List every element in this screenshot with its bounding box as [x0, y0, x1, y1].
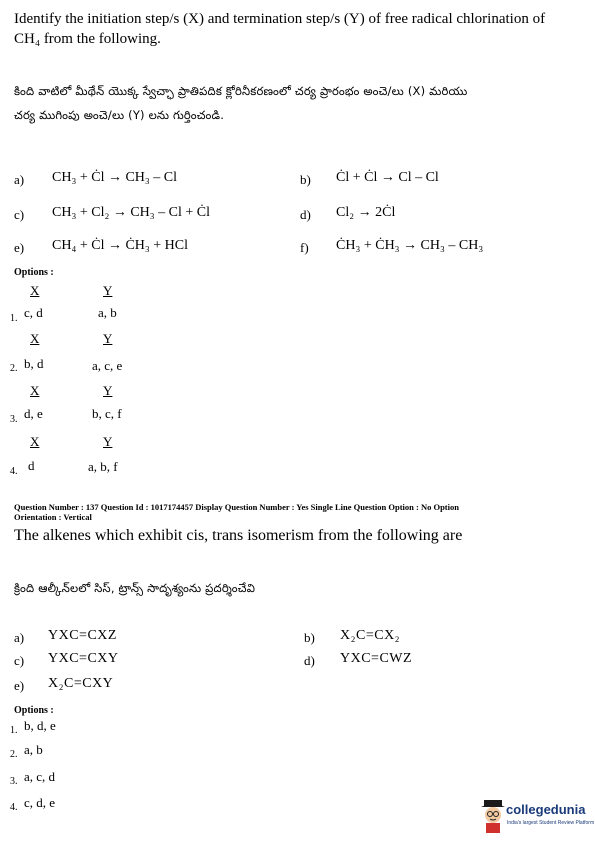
reaction-label: a) [14, 172, 25, 187]
reaction-label: e) [14, 240, 25, 255]
option-y-header: Y [103, 383, 113, 398]
option-y-header: Y [103, 331, 113, 346]
choice-formula: X₂C=CXY [48, 676, 114, 691]
option-y-value: a, b, f [88, 459, 118, 474]
q2-text: The alkenes which exhibit cis, trans isomerism from the following are [14, 527, 463, 544]
choice-label: c) [14, 653, 25, 668]
q1-telugu-line1: కింది వాటిలో మీథేన్ యొక్క స్వేచ్ఛా ప్రాతిపదిక క్లోరినీకరణంలో చర్య ప్రారంభం అంచె/లు (X) మరియు [14, 84, 468, 98]
choice-formula: YXC=CXZ [48, 628, 117, 643]
q2-options-label: Options : [14, 705, 54, 716]
reaction-equation: CH₄ + Ċl → ĊH₃ + HCl [52, 238, 189, 253]
choice-label: e) [14, 678, 25, 693]
option-x-header: X [30, 434, 40, 449]
reaction-equation: Ċl + Ċl → Cl – Cl [336, 170, 439, 185]
reaction-label: f) [300, 240, 309, 255]
option-text: b, d, e [24, 718, 56, 733]
collegedunia-logo [480, 798, 595, 838]
option-number: 2. [10, 363, 18, 374]
reaction-label: c) [14, 207, 25, 222]
option-text: a, c, d [24, 769, 56, 784]
option-text: c, d, e [24, 795, 56, 810]
reaction-equation: ĊH₃ + ĊH₃ → CH₃ – CH₃ [336, 238, 484, 253]
q1-telugu-line2: చర్య ముగింపు అంచె/లు (Y) లను గుర్తించండి. [14, 108, 225, 122]
q1-text-line2: CH₄ from the following. [14, 31, 161, 47]
option-number: 2. [10, 749, 18, 760]
option-y-header: Y [103, 283, 113, 298]
reaction-equation: CH₃ + Cl₂ → CH₃ – Cl + Ċl [52, 205, 211, 220]
choice-label: d) [304, 653, 315, 668]
q2-telugu: క్రింది ఆల్కీన్‌లలో సిస్, ట్రాన్స్ సాదృశ్యంను ప్రదర్శించేవి [14, 581, 256, 595]
reaction-equation: CH₃ + Ċl → CH₃ – Cl [52, 170, 178, 185]
option-y-value: b, c, f [92, 406, 122, 421]
option-text: a, b [24, 742, 43, 757]
option-x-value: d, e [24, 406, 43, 421]
choice-label: b) [304, 630, 315, 645]
choice-formula: YXC=CXY [48, 651, 119, 666]
q1-options-label: Options : [14, 267, 54, 278]
option-y-value: a, b [98, 305, 117, 320]
option-number: 4. [10, 466, 18, 477]
option-number: 4. [10, 802, 18, 813]
reaction-equation: Cl₂ → 2Ċl [336, 205, 396, 220]
option-x-header: X [30, 383, 40, 398]
logo-tagline: India's largest Student Review Platform [507, 820, 595, 826]
choice-formula: YXC=CWZ [340, 651, 413, 666]
choice-label: a) [14, 630, 25, 645]
question-meta-line1: Question Number : 137 Question Id : 1017174457 Display Question Number : Yes Single Line Question Option : No Option [14, 502, 459, 512]
option-x-value: b, d [24, 356, 44, 371]
mascot-icon [480, 798, 506, 834]
option-number: 1. [10, 725, 18, 736]
reaction-label: d) [300, 207, 311, 222]
option-number: 3. [10, 414, 18, 425]
option-x-value: d [28, 458, 35, 473]
option-y-header: Y [103, 434, 113, 449]
option-x-header: X [30, 283, 40, 298]
question-meta-line2: Orientation : Vertical [14, 512, 92, 522]
choice-formula: X₂C=CX₂ [340, 628, 401, 643]
option-x-header: X [30, 331, 40, 346]
q1-text-line1: Identify the initiation step/s (X) and termination step/s (Y) of free radical chlorination of [14, 11, 546, 27]
option-y-value: a, c, e [92, 358, 123, 373]
option-number: 3. [10, 776, 18, 787]
option-number: 1. [10, 313, 18, 324]
option-x-value: c, d [24, 305, 43, 320]
reaction-label: b) [300, 172, 311, 187]
logo-name: collegedunia [506, 802, 586, 817]
